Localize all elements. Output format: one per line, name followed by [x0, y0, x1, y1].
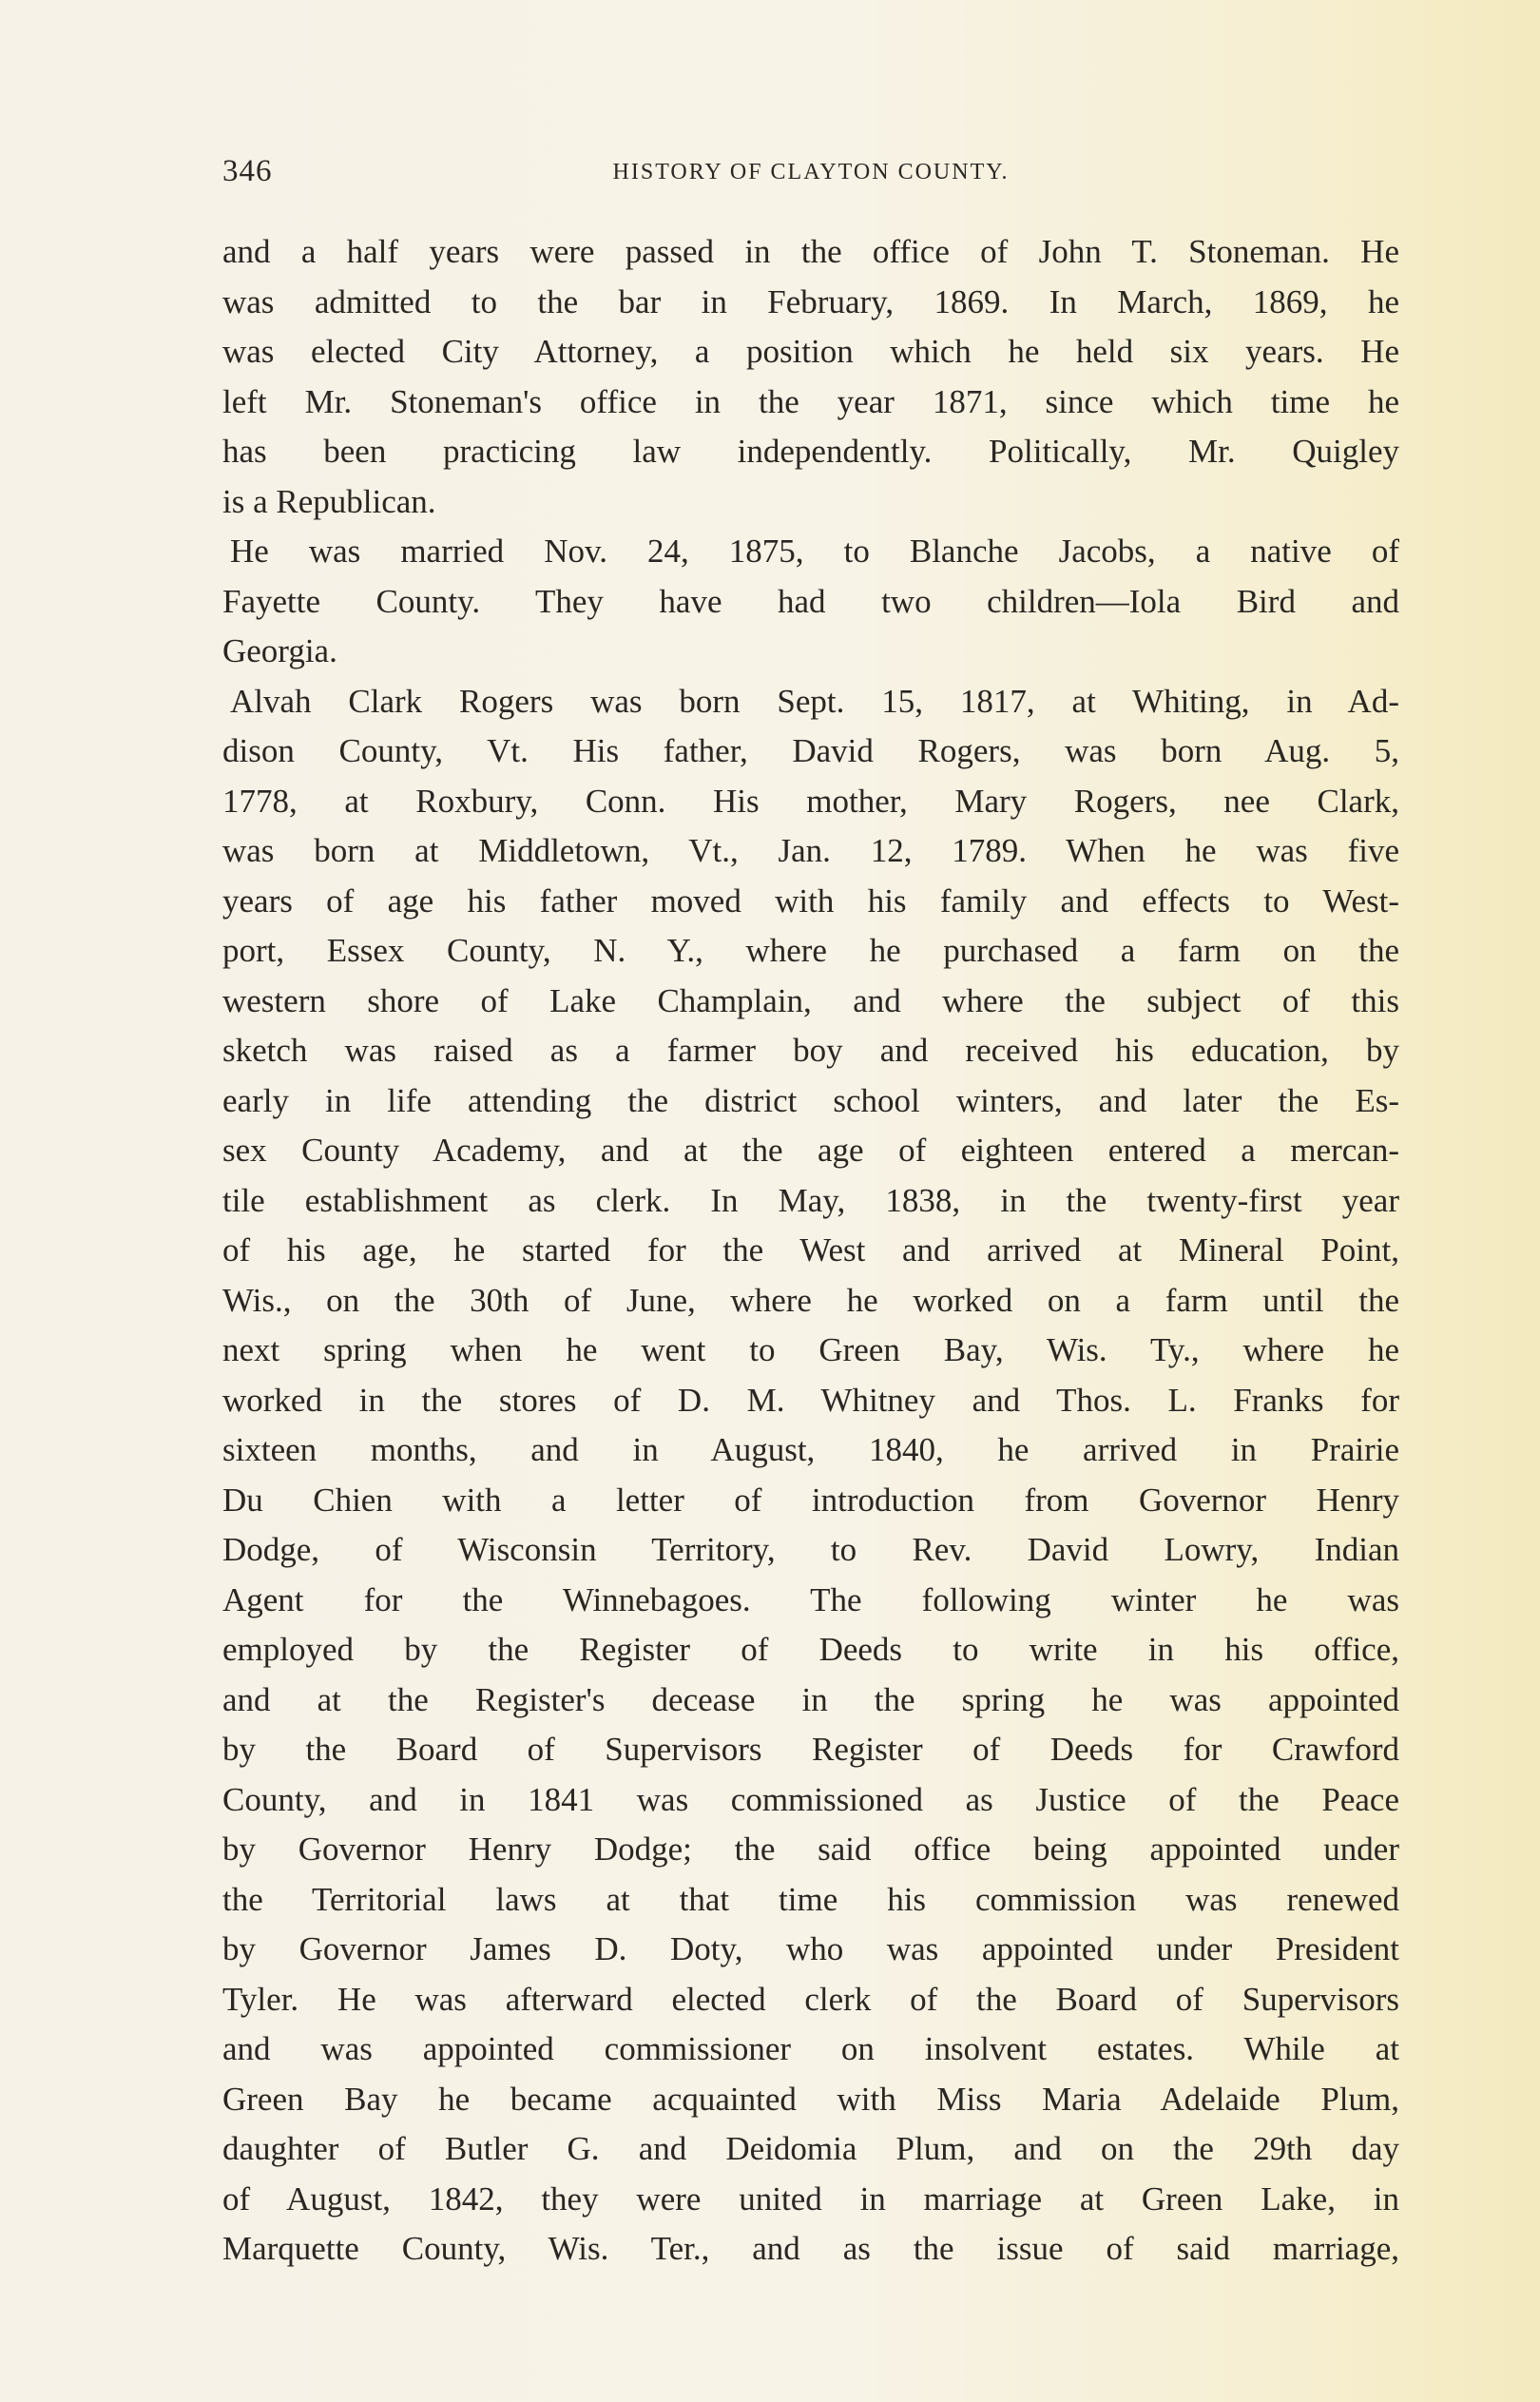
page-header: [222, 154, 1399, 200]
text-line: sex County Academy, and at the age of eighteen entered a mercan-: [222, 1132, 1399, 1169]
text-line: was elected City Attorney, a position which he held six years. He: [222, 333, 1399, 370]
text-line: Wis., on the 30th of June, where he worked on a farm until the: [222, 1281, 1399, 1319]
text-line: years of age his father moved with his family and effects to West-: [222, 881, 1399, 920]
text-line: was admitted to the bar in February, 1869. In March, 1869, he: [222, 282, 1399, 320]
body-text: [222, 227, 1399, 2275]
text-line: County, and in 1841 was commissioned as Justice of the Peace: [222, 1780, 1399, 1818]
text-line: and was appointed commissioner on insolvent estates. While at: [222, 2030, 1399, 2067]
text-line: He was married Nov. 24, 1875, to Blanche Jacobs, a native of: [230, 533, 1399, 570]
text-line: next spring when he went to Green Bay, Wis. Ty., where he: [222, 1331, 1399, 1368]
text-line: Georgia.: [222, 632, 337, 669]
text-line: sketch was raised as a farmer boy and received his education, by: [222, 1032, 1399, 1069]
text-line: left Mr. Stoneman's office in the year 1871, since which time he: [222, 382, 1399, 420]
running-head: HISTORY OF CLAYTON COUNTY.: [612, 160, 1010, 184]
text-line: port, Essex County, N. Y., where he purchased a farm on the: [222, 932, 1399, 969]
text-line: of August, 1842, they were united in marriage at Green Lake, in: [222, 2179, 1399, 2218]
text-line: dison County, Vt. His father, David Rogers, was born Aug. 5,: [222, 732, 1399, 769]
text-line: was born at Middletown, Vt., Jan. 12, 1789. When he was five: [222, 832, 1399, 869]
page-number: 346: [222, 154, 273, 188]
text-line: of his age, he started for the West and arrived at Mineral Point,: [222, 1231, 1399, 1269]
text-line: and a half years were passed in the office of John T. Stoneman. He: [222, 233, 1399, 270]
text-line: Green Bay he became acquainted with Miss Maria Adelaide Plum,: [222, 2080, 1399, 2118]
text-line: by the Board of Supervisors Register of Deeds for Crawford: [222, 1731, 1399, 1768]
text-line: by Governor James D. Doty, who was appointed under President: [222, 1930, 1399, 1967]
text-line: early in life attending the district school winters, and later the Es-: [222, 1081, 1399, 1119]
text-line: Agent for the Winnebagoes. The following winter he was: [222, 1580, 1399, 1618]
text-line: daughter of Butler G. and Deidomia Plum, and on the 29th day: [222, 2130, 1399, 2167]
text-line: Alvah Clark Rogers was born Sept. 15, 1817, at Whiting, in Ad-: [230, 682, 1399, 720]
text-line: Tyler. He was afterward elected clerk of the Board of Supervisors: [222, 1980, 1399, 2018]
text-line: the Territorial laws at that time his commission was renewed: [222, 1880, 1399, 1918]
text-line: and at the Register's decease in the spring he was appointed: [222, 1680, 1399, 1718]
text-line: worked in the stores of D. M. Whitney and Thos. L. Franks for: [222, 1381, 1399, 1419]
text-line: Dodge, of Wisconsin Territory, to Rev. David Lowry, Indian: [222, 1531, 1399, 1568]
text-line: tile establishment as clerk. In May, 1838, in the twenty-first year: [222, 1181, 1399, 1219]
text-line: western shore of Lake Champlain, and where the subject of this: [222, 981, 1399, 1019]
text-line: Du Chien with a letter of introduction from Governor Henry: [222, 1481, 1399, 1519]
text-line: by Governor Henry Dodge; the said office being appointed under: [222, 1831, 1399, 1868]
text-line: 1778, at Roxbury, Conn. His mother, Mary Rogers, nee Clark,: [222, 782, 1399, 820]
text-line: Marquette County, Wis. Ter., and as the issue of said marriage,: [222, 2230, 1399, 2267]
text-line: is a Republican.: [222, 482, 436, 520]
text-line: has been practicing law independently. Politically, Mr. Quigley: [222, 433, 1399, 470]
text-line: Fayette County. They have had two children—Iola Bird and: [222, 582, 1399, 620]
text-line: employed by the Register of Deeds to write in his office,: [222, 1631, 1399, 1668]
text-line: sixteen months, and in August, 1840, he arrived in Prairie: [222, 1431, 1399, 1468]
